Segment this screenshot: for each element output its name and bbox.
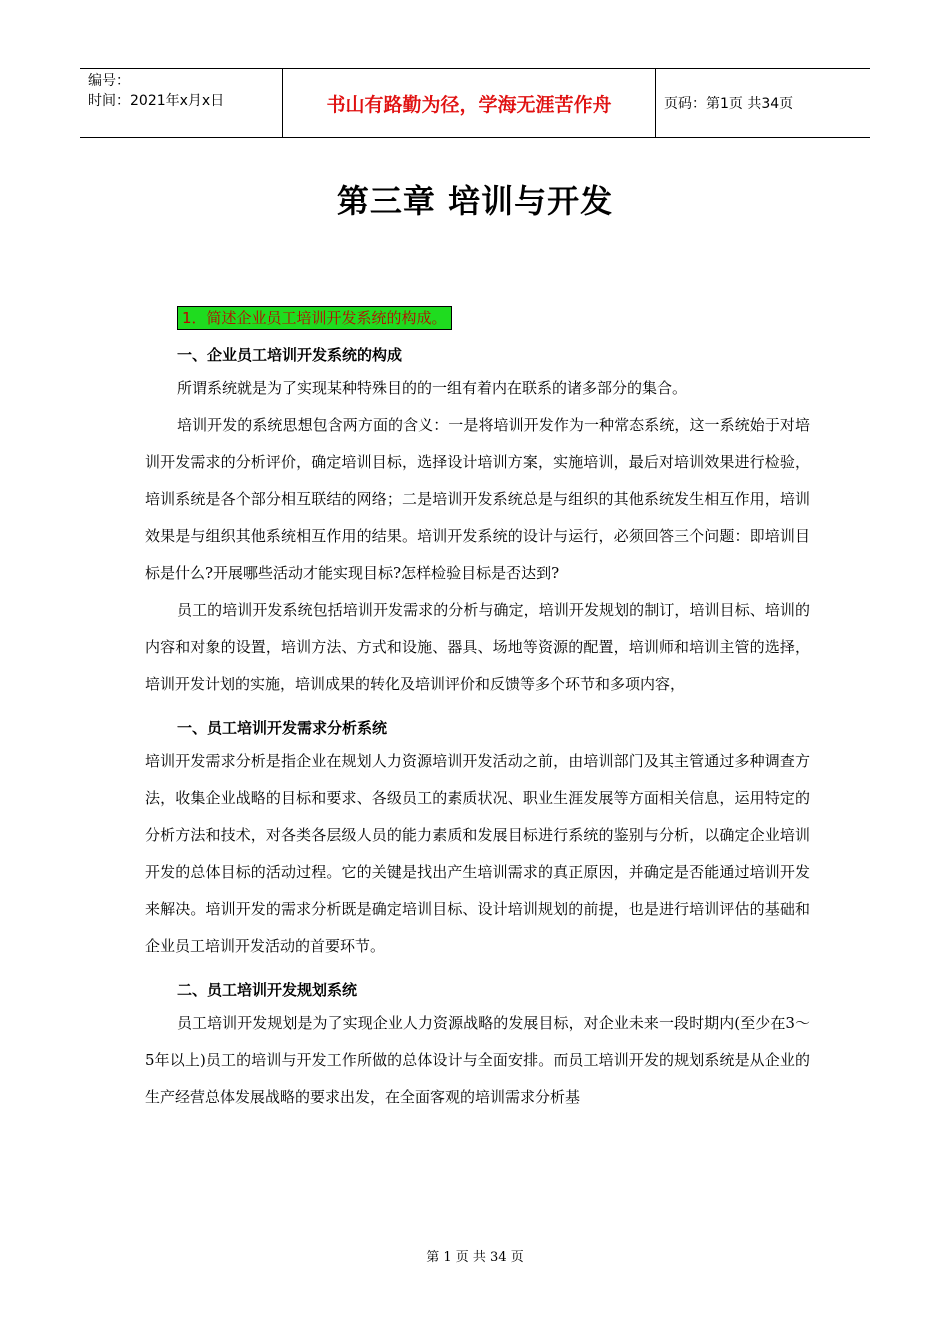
section-heading: 二、员工培训开发规划系统 — [177, 981, 358, 999]
document-number: 编号： — [88, 73, 130, 89]
page-footer: 第 1 页 共 34 页 — [426, 1250, 524, 1265]
highlighted-question: 1．简述企业员工培训开发系统的构成。 — [177, 306, 452, 330]
header-meta — [80, 69, 282, 137]
header-motto: 书山有路勤为径，学海无涯苦作舟 — [282, 69, 656, 137]
section-heading: 一、企业员工培训开发系统的构成 — [177, 346, 403, 364]
paragraph: 培训开发的系统思想包含两方面的含义：一是将培训开发作为一种常态系统，这一系统始于对培训开发需求的分析评价，确定培训目标，选择设计培训方案，实施培训，最后对培训效果进行检验，培训系统是各个部分相互联结的网络；二是培训开发系统总是与组织的其他系统发生相互作用，培训效果是与组织其他系统相互作用的结果。培训开发系统的设计与运行，必须回答三个问题：即培训目标是什么?开展哪些活动才能实现目标?怎样检验目标是否达到? — [145, 416, 810, 582]
paragraph: 所谓系统就是为了实现某种特殊目的的一组有着内在联系的诸多部分的集合。 — [177, 379, 688, 397]
document-body — [145, 306, 810, 1116]
chapter-title: 第三章 培训与开发 — [336, 182, 614, 220]
document-date: 时间：2021年x月x日 — [88, 93, 225, 109]
header-page-info: 页码：第1页 共34页 — [664, 96, 794, 112]
paragraph: 培训开发需求分析是指企业在规划人力资源培训开发活动之前，由培训部门及其主管通过多种调查方法，收集企业战略的目标和要求、各级员工的素质状况、职业生涯发展等方面相关信息，运用特定的分析方法和技术，对各类各层级人员的能力素质和发展目标进行系统的鉴别与分析，以确定企业培训开发的总体目标的活动过程。它的关键是找出产生培训需求的真正原因，并确定是否能通过培训开发来解决。培训开发的需求分析既是确定培训目标、设计培训规划的前提，也是进行培训评估的基础和企业员工培训开发活动的首要环节。 — [145, 752, 810, 955]
paragraph: 员工的培训开发系统包括培训开发需求的分析与确定，培训开发规划的制订，培训目标、培训的内容和对象的设置，培训方法、方式和设施、器具、场地等资源的配置，培训师和培训主管的选择，培训开发计划的实施，培训成果的转化及培训评价和反馈等多个环节和多项内容， — [145, 601, 810, 693]
section-heading: 一、员工培训开发需求分析系统 — [177, 719, 388, 737]
document-header — [80, 68, 870, 138]
paragraph: 员工培训开发规划是为了实现企业人力资源战略的发展目标，对企业未来一段时期内(至少在3～5年以上)员工的培训与开发工作所做的总体设计与全面安排。而员工培训开发的规划系统是从企业的生产经营总体发展战略的要求出发，在全面客观的培训需求分析基 — [145, 1014, 810, 1106]
